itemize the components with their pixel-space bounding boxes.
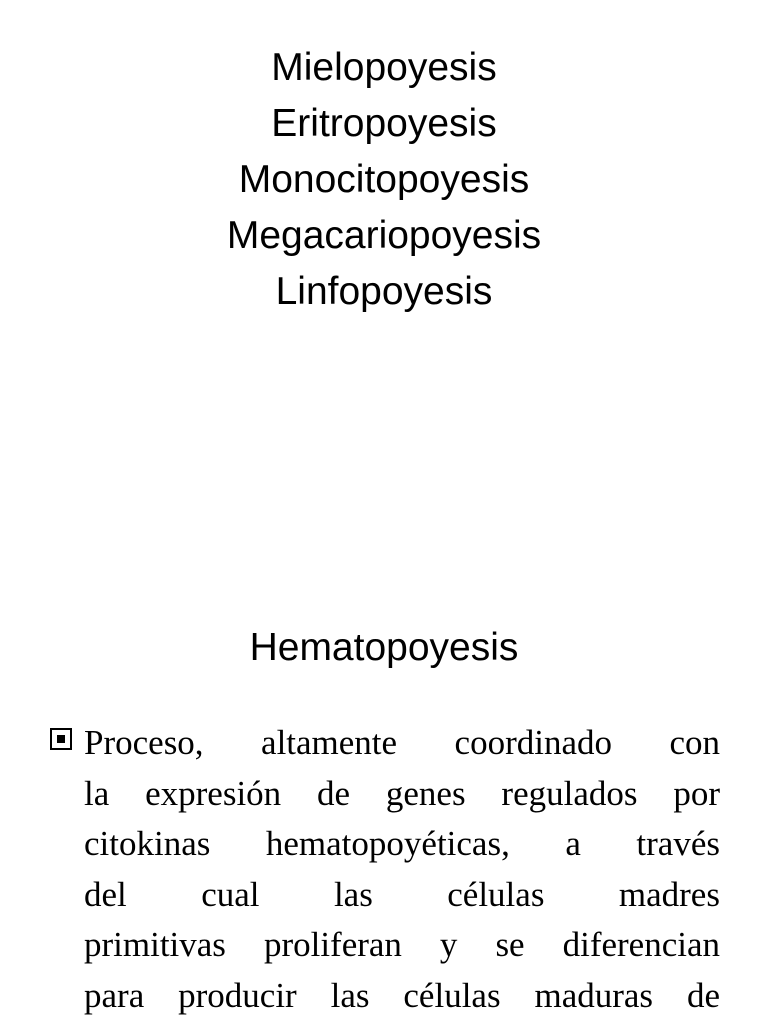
process-line-1: Mielopoyesis bbox=[271, 46, 497, 89]
bullet-word: madres bbox=[618, 874, 720, 914]
bullet-text bbox=[84, 718, 720, 1021]
bullet-word: cual bbox=[201, 874, 260, 914]
bullet-line-6: para producir las células maduras de bbox=[84, 975, 720, 1015]
process-line-5: Linfopoyesis bbox=[275, 270, 493, 313]
bullet-line-4 bbox=[84, 870, 720, 921]
square-bullet-icon bbox=[50, 728, 72, 750]
bullet-line-5: primitivas proliferan y se diferencian bbox=[84, 925, 720, 964]
bullet-word: células bbox=[447, 874, 545, 914]
process-line-4: Megacariopoyesis bbox=[226, 214, 542, 257]
bullet-word: las bbox=[333, 874, 373, 914]
section-title: Hematopoyesis bbox=[249, 626, 519, 669]
process-line-3: Monocitopoyesis bbox=[238, 158, 530, 201]
bullet-line-1: Proceso, altamente coordinado con bbox=[84, 723, 720, 762]
bullet-line-3: citokinas hematopoyéticas, a través bbox=[84, 824, 720, 863]
bullet-paragraph bbox=[50, 718, 722, 1024]
process-line-2: Eritropoyesis bbox=[271, 102, 497, 145]
bullet-line-2: la expresión de genes regulados por bbox=[84, 773, 720, 813]
bullet-word: del bbox=[84, 874, 127, 914]
process-list bbox=[0, 40, 768, 320]
